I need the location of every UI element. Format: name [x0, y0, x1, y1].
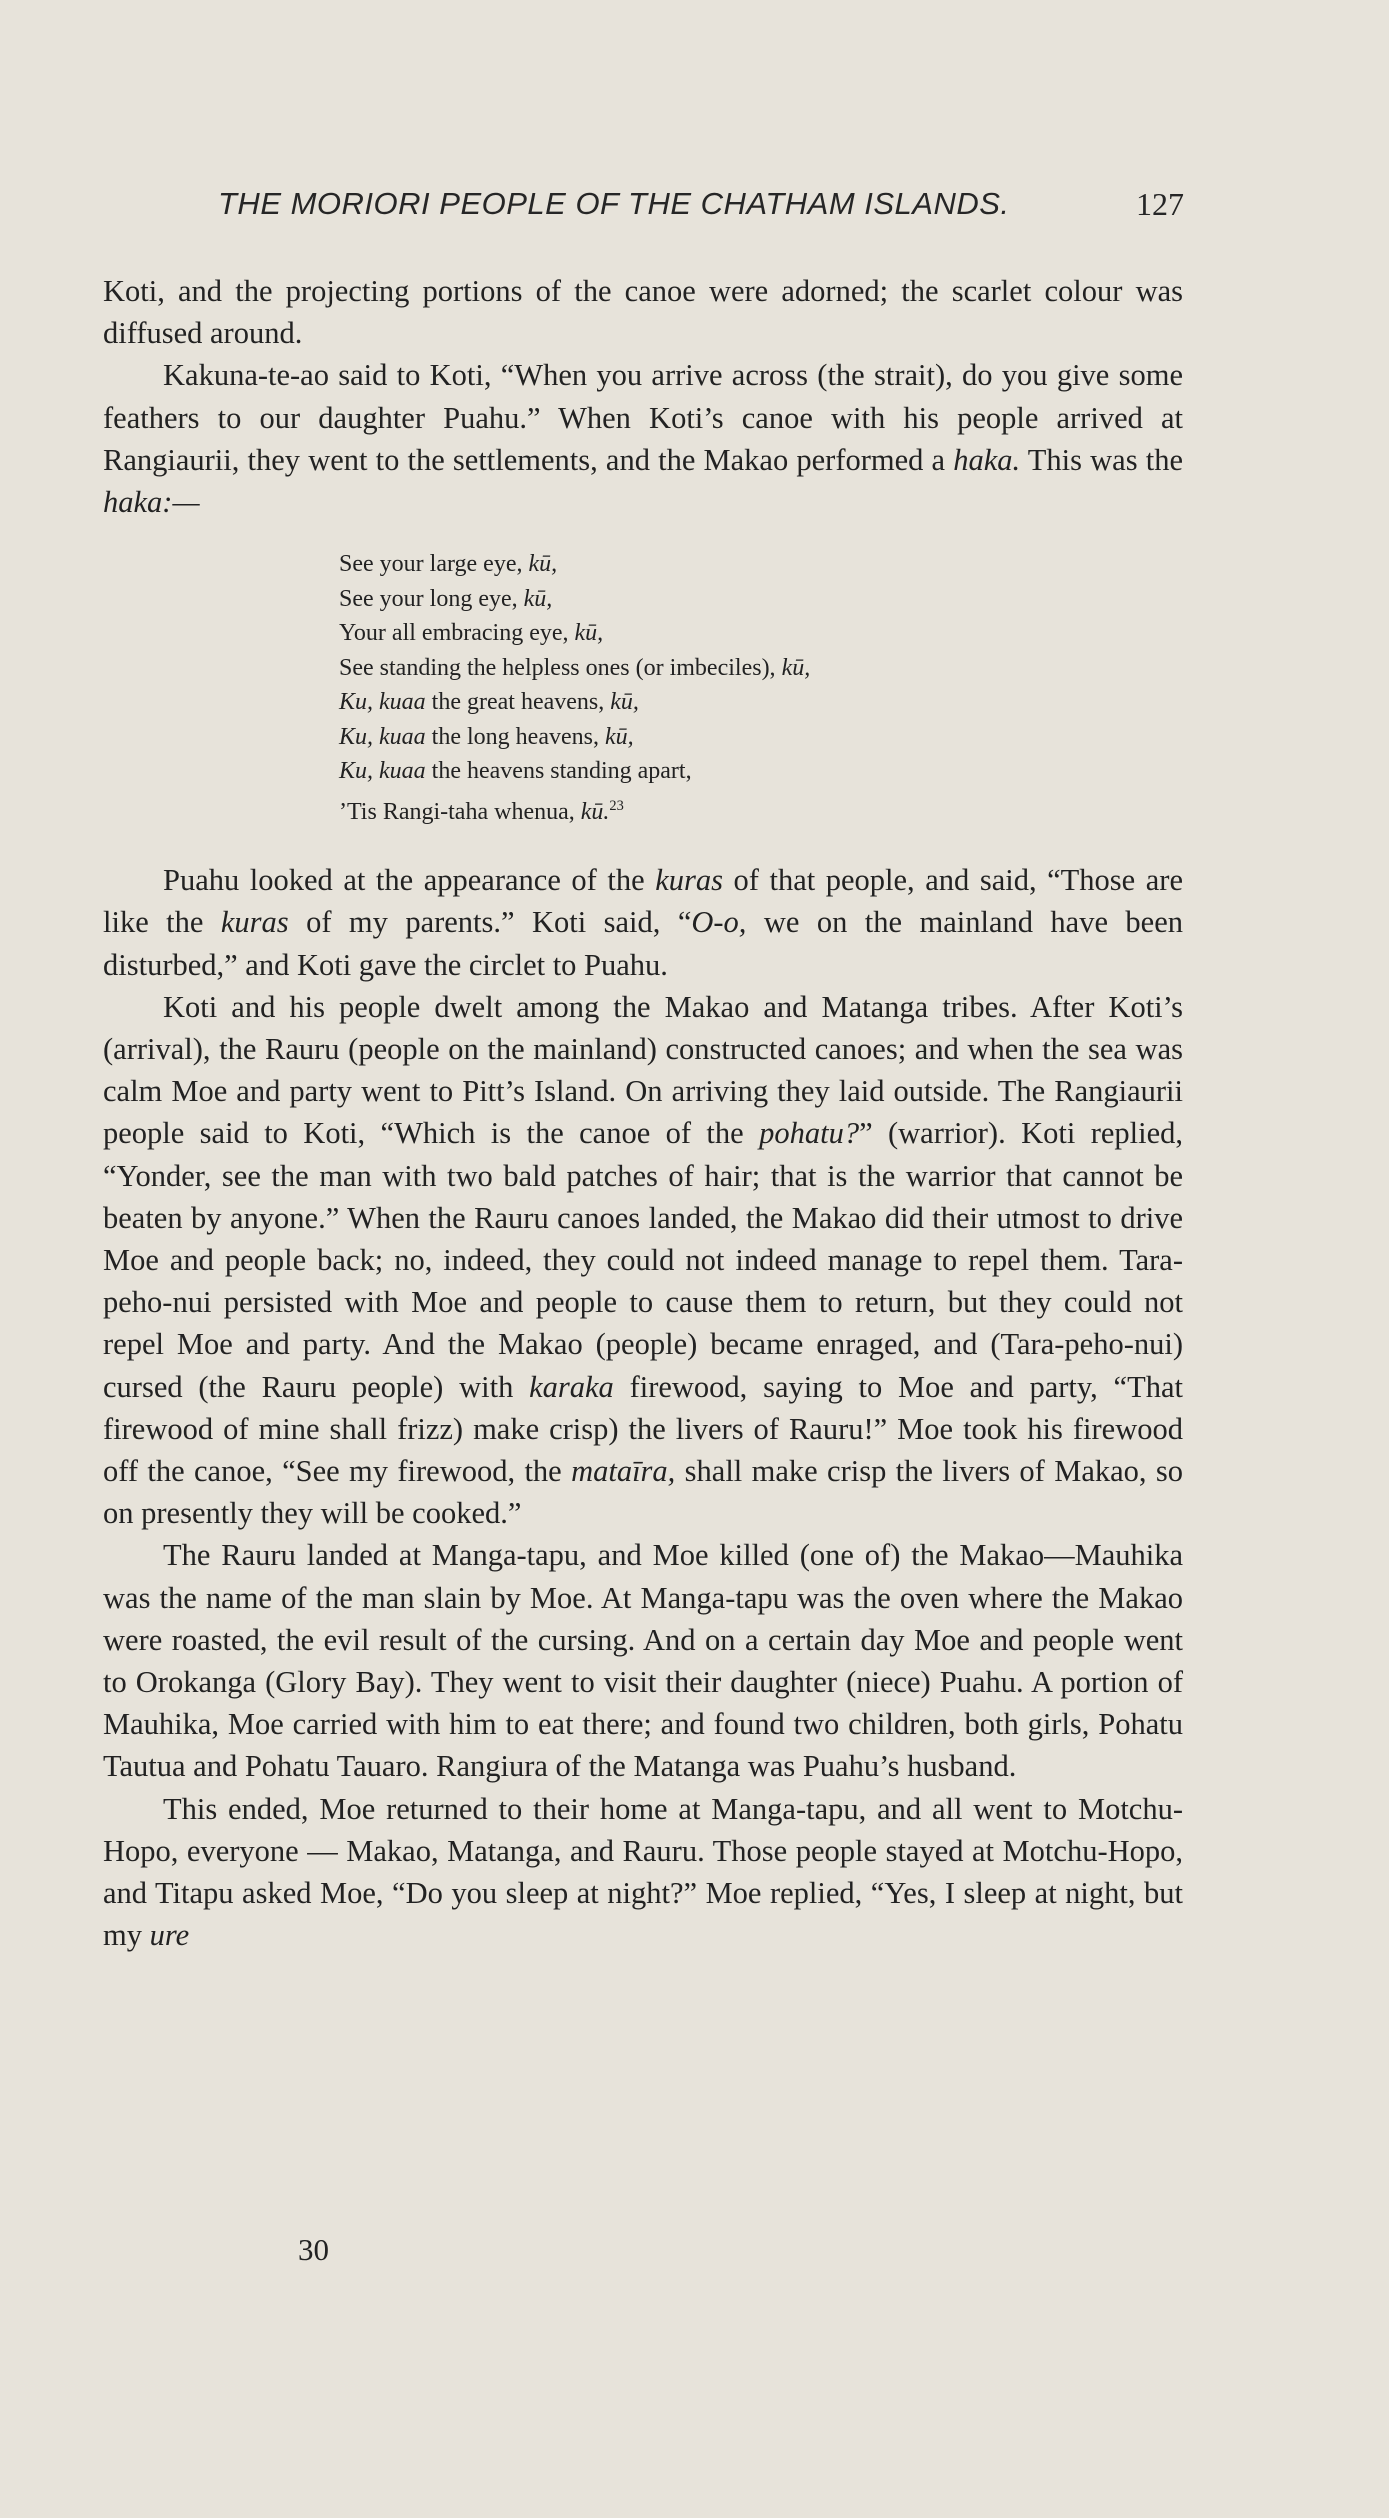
paragraph: Koti and his people dwelt among the Makao and Matanga tribes. After Koti’s (arrival), the Rauru (people on the mainland) constructed canoes; and when the sea was calm Moe and party went to Pitt’s Island. On arriving they laid outside. The Rangiaurii people said to Koti, “Which is the canoe of the pohatu?” (warrior). Koti replied, “Yonder, see the man with two bald patches of hair; that is the warrior that cannot be beaten by anyone.” When the Rauru canoes landed, the Makao did their utmost to drive Moe and people back; no, indeed, they could not indeed manage to repel them. Tara-peho-nui persisted with Moe and people to cause them to return, but they could not repel Moe and party. And the Makao (people) became enraged, and (Tara-peho-nui) cursed (the Rauru people) with karaka firewood, saying to Moe and party, “That firewood of mine shall frizz) make crisp) the livers of Rauru!” Moe took his firewood off the canoe, “See my firewood, the mataīra, shall make crisp the livers of Makao, so on presently they will be cooked.” [103, 989, 1183, 1531]
haka-verse [339, 547, 1183, 829]
paragraph: Puahu looked at the appearance of the kuras of that people, and said, “Those are like the kuras of my parents.” Koti said, “O-o, we on the mainland have been disturbed,” and Koti gave the circlet to Puahu. [103, 863, 1183, 982]
verse-line: Ku, kuaa the long heavens, kū, [339, 723, 634, 750]
paragraph: This ended, Moe returned to their home at Manga-tapu, and all went to Motchu-Hopo, everyone — Makao, Matanga, and Rauru. Those people stayed at Motchu-Hopo, and Titapu asked Moe, “Do you sleep at night?” Moe replied, “Yes, I sleep at night, but my ure [103, 1791, 1183, 1953]
verse-line: ’Tis Rangi-taha whenua, kū.$^{23}$ [339, 797, 624, 825]
signature-mark: 30 [298, 2232, 329, 2267]
running-header [218, 186, 1184, 234]
page-number: 127 [1136, 186, 1184, 222]
header-title: THE MORIORI PEOPLE OF THE CHATHAM ISLANDS. [218, 186, 1010, 221]
verse-line: See your long eye, kū, [339, 585, 553, 612]
paragraph: Koti, and the projecting portions of the canoe were adorned; the scarlet colour was diffused around. [103, 274, 1183, 351]
verse-line: Your all embracing eye, kū, [339, 620, 604, 647]
verse-line: See standing the helpless ones (or imbeciles), kū, [339, 654, 811, 681]
paragraph: The Rauru landed at Manga-tapu, and Moe killed (one of) the Makao—Mauhika was the name of the man slain by Moe. At Manga-tapu was the oven where the Makao were roasted, the evil result of the cursing. And on a certain day Moe and people went to Orokanga (Glory Bay). They went to visit their daughter (niece) Puahu. A portion of Mauhika, Moe carried with him to eat there; and found two children, both girls, Pohatu Tautua and Pohatu Tauaro. Rangiura of the Matanga was Puahu’s husband. [103, 1538, 1183, 1784]
body-text [103, 270, 1183, 1957]
verse-line: See your large eye, kū, [339, 551, 558, 578]
paragraph: Kakuna-te-ao said to Koti, “When you arrive across (the strait), do you give some feathers to our daughter Puahu.” When Koti’s canoe with his people arrived at Rangiaurii, they went to the settlements, and the Makao performed a haka. This was the haka:— [103, 358, 1183, 520]
verse-line: Ku, kuaa the heavens standing apart, [339, 758, 692, 785]
verse-line: Ku, kuaa the great heavens, kū, [339, 689, 639, 716]
